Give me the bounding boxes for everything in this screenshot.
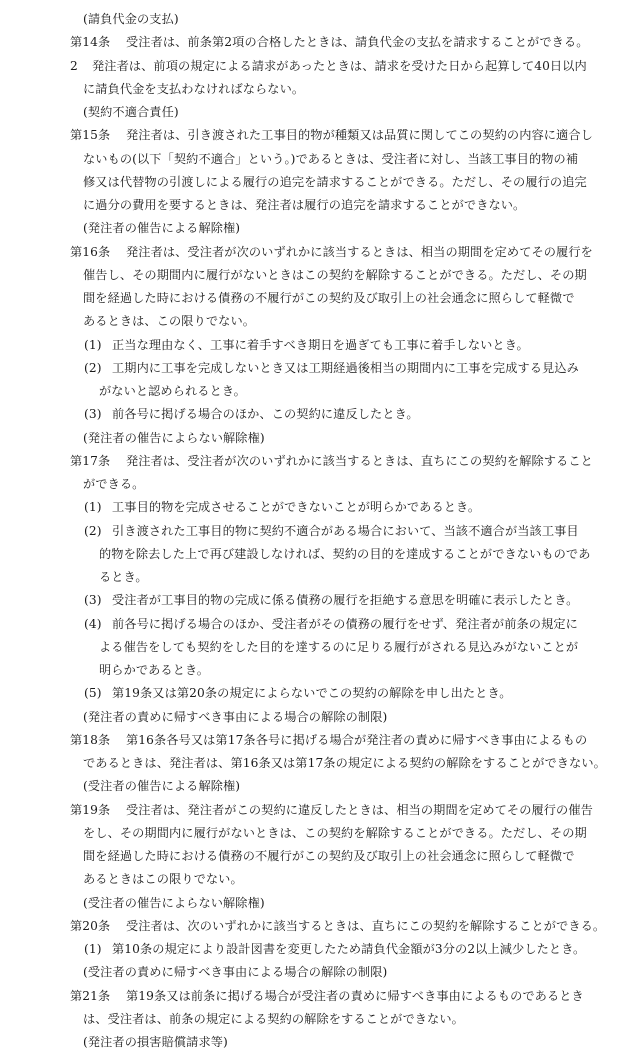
item-number: (1) xyxy=(84,500,102,515)
line-text: であるときは、発注者は、第16条又は第17条の規定による契約の解除をすることができない。 xyxy=(83,756,606,770)
item-line xyxy=(84,403,612,426)
continuation-line xyxy=(99,659,612,682)
article-line xyxy=(70,915,612,938)
section-caption xyxy=(83,217,612,240)
line-text: (発注者の責めに帰すべき事由による場合の解除の制限) xyxy=(83,709,388,724)
line-text: (発注者の催告による解除権) xyxy=(83,221,241,236)
line-text: 間を経過した時における債務の不履行がこの契約及び取引上の社会通念に照らして軽微で xyxy=(83,849,575,863)
item-number: (4) xyxy=(84,616,102,631)
paragraph-number: 2 xyxy=(70,58,78,73)
line-text: 第19条又は前条に掲げる場合が受注者の責めに帰すべき事由によるものであるとき xyxy=(126,988,584,1003)
line-text: 的物を除去した上で再び建設しなければ、契約の目的を達成することができないものであ xyxy=(99,546,591,561)
line-text: 第16条各号又は第17条各号に掲げる場合が発注者の責めに帰すべき事由によるもの xyxy=(126,732,588,747)
section-caption xyxy=(83,706,612,729)
continuation-line xyxy=(83,78,612,101)
continuation-line xyxy=(99,636,612,659)
line-text: をし、その期間内に履行がないときは、この契約を解除することができる。ただし、その期 xyxy=(83,825,587,840)
article-line xyxy=(70,985,612,1008)
item-number: (1) xyxy=(84,942,102,956)
line-text: に過分の費用を要するときは、発注者は履行の追完を請求することができない。 xyxy=(83,198,526,212)
line-text: ないもの(以下「契約不適合」という。)であるときは、受注者に対し、当該工事目的物の補 xyxy=(83,151,579,166)
article-number: 第19条 xyxy=(70,802,111,817)
line-text: 前各号に掲げる場合のほか、受注者がその債務の履行をせず、発注者が前条の規定に xyxy=(112,616,578,631)
line-text: 受注者は、発注者がこの契約に違反したときは、相当の期間を定めてその履行の催告 xyxy=(126,802,593,817)
line-text: (請負代金の支払) xyxy=(83,12,179,26)
line-text: に請負代金を支払わなければならない。 xyxy=(83,81,305,96)
line-text: 受注者は、次のいずれかに該当するときは、直ちにこの契約を解除することができる。 xyxy=(126,918,606,933)
item-number: (5) xyxy=(84,686,102,701)
item-line xyxy=(84,357,612,380)
line-text: るとき。 xyxy=(99,570,148,584)
line-text: (受注者の催告による解除権) xyxy=(83,779,241,794)
section-caption xyxy=(83,427,612,450)
item-line xyxy=(84,334,612,357)
line-text: よる催告をしても契約をした目的を達するのに足りる履行がされる見込みがないことが xyxy=(99,639,579,654)
continuation-line xyxy=(83,171,612,194)
continuation-line xyxy=(83,310,612,333)
article-line xyxy=(70,450,612,473)
section-caption xyxy=(83,1031,612,1054)
line-text: (発注者の催告によらない解除権) xyxy=(83,430,265,445)
item-line xyxy=(84,938,612,961)
line-text: がないと認められるとき。 xyxy=(99,384,246,398)
line-text: 発注者は、前項の規定による請求があったときは、請求を受けた日から起算して40日以内 xyxy=(92,58,587,73)
line-text: 第19条又は第20条の規定によらないでこの契約の解除を申し出たとき。 xyxy=(112,686,512,701)
article-number: 第14条 xyxy=(70,35,111,50)
line-text: ができる。 xyxy=(83,477,145,491)
article-number: 第18条 xyxy=(70,732,111,747)
article-number: 第16条 xyxy=(70,244,111,259)
para-line xyxy=(70,55,612,78)
continuation-line xyxy=(83,264,612,287)
article-line xyxy=(70,31,612,54)
continuation-line xyxy=(99,380,612,403)
line-text: 引き渡された工事目的物に契約不適合がある場合において、当該不適合が当該工事目 xyxy=(112,523,579,538)
continuation-line xyxy=(83,752,612,775)
line-text: あるときはこの限りでない。 xyxy=(83,872,243,887)
item-line xyxy=(84,682,612,705)
continuation-line xyxy=(99,566,612,589)
article-line xyxy=(70,799,612,822)
continuation-line xyxy=(83,194,612,217)
line-text: 工期内に工事を完成しないとき又は工期経過後相当の期間内に工事を完成する見込み xyxy=(112,360,579,375)
article-line xyxy=(70,729,612,752)
item-line xyxy=(84,589,612,612)
line-text: 正当な理由なく、工事に着手すべき期日を過ぎても工事に着手しないとき。 xyxy=(112,337,529,352)
line-text: は、受注者は、前条の規定による契約の解除をすることができない。 xyxy=(83,1011,464,1026)
article-number: 第17条 xyxy=(70,453,111,468)
section-caption xyxy=(83,961,612,984)
line-text: (受注者の責めに帰すべき事由による場合の解除の制限) xyxy=(83,965,388,980)
line-text: 工事目的物を完成させることができないことが明らかであるとき。 xyxy=(112,500,481,515)
continuation-line xyxy=(83,287,612,310)
continuation-line xyxy=(83,473,612,496)
line-text: (受注者の催告によらない解除権) xyxy=(83,895,265,910)
line-text: 明らかであるとき。 xyxy=(99,663,210,677)
line-text: 発注者は、受注者が次のいずれかに該当するときは、相当の期間を定めてその履行を xyxy=(126,244,593,259)
item-line xyxy=(84,520,612,543)
item-number: (1) xyxy=(84,337,102,352)
article-line xyxy=(70,124,612,147)
section-caption xyxy=(83,8,612,31)
line-text: 催告し、その期間内に履行がないときはこの契約を解除することができる。ただし、その期 xyxy=(83,267,587,282)
article-number: 第15条 xyxy=(70,128,111,143)
item-line xyxy=(84,496,612,519)
continuation-line xyxy=(83,845,612,868)
line-text: 修又は代替物の引渡しによる履行の追完を請求することができる。ただし、その履行の追完 xyxy=(83,174,587,189)
line-text: 発注者は、引き渡された工事目的物が種類又は品質に関してこの契約の内容に適合し xyxy=(126,128,593,143)
item-line xyxy=(84,613,612,636)
article-line xyxy=(70,241,612,264)
article-number: 第20条 xyxy=(70,918,111,933)
continuation-line xyxy=(99,543,612,566)
line-text: 第10条の規定により設計図書を変更したため請負代金額が3分の2以上減少したとき。 xyxy=(112,942,586,956)
line-text: あるときは、この限りでない。 xyxy=(83,314,256,329)
line-text: 発注者は、受注者が次のいずれかに該当するときは、直ちにこの契約を解除すること xyxy=(126,453,593,468)
article-number: 第21条 xyxy=(70,988,111,1003)
section-caption xyxy=(83,775,612,798)
item-number: (2) xyxy=(84,360,102,375)
item-number: (3) xyxy=(84,593,102,608)
continuation-line xyxy=(83,148,612,171)
continuation-line xyxy=(83,868,612,891)
continuation-line xyxy=(83,1008,612,1031)
item-number: (3) xyxy=(84,407,102,422)
line-text: (契約不適合責任) xyxy=(83,105,179,119)
line-text: 前各号に掲げる場合のほか、この契約に違反したとき。 xyxy=(112,407,419,422)
line-text: 受注者が工事目的物の完成に係る債務の履行を拒絶する意思を明確に表示したとき。 xyxy=(112,593,579,608)
continuation-line xyxy=(83,822,612,845)
line-text: (発注者の損害賠償請求等) xyxy=(83,1035,228,1049)
line-text: 受注者は、前条第2項の合格したときは、請負代金の支払を請求することができる。 xyxy=(126,35,589,50)
item-number: (2) xyxy=(84,523,102,538)
section-caption xyxy=(83,101,612,124)
line-text: 間を経過した時における債務の不履行がこの契約及び取引上の社会通念に照らして軽微で xyxy=(83,291,575,305)
section-caption xyxy=(83,892,612,915)
